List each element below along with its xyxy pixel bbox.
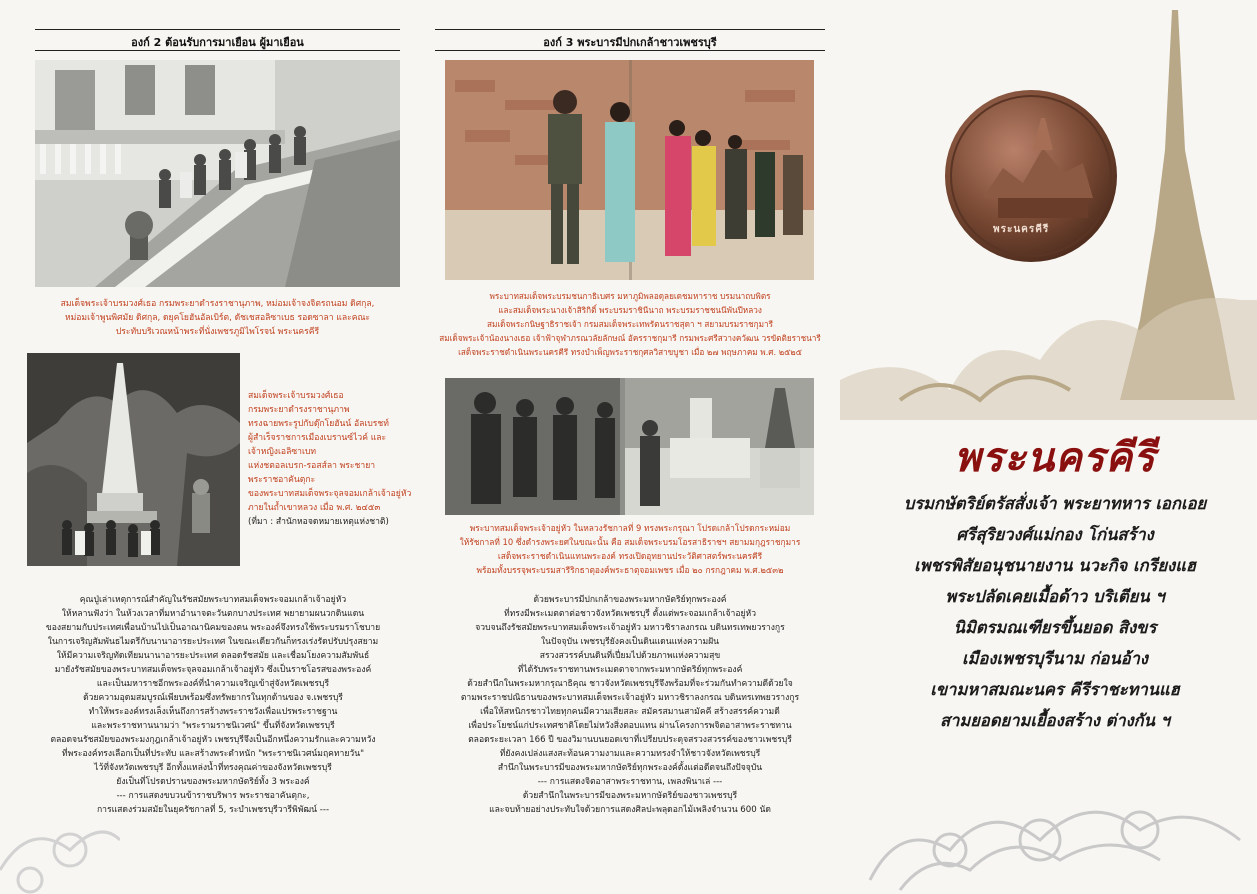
caption-line: ทรงฉายพระรูปกับดุ๊กโยฮันน์ อัลเบรชท์ [248,419,389,429]
ceremony-photo [445,378,814,515]
body-line: ตลอดระยะเวลา 166 ปี ของวิมานบนยอดเขาที่เปรียบประดุจสรวงสวรรค์ของชาวเพชรบุรี [468,735,792,745]
palace-steps-caption [35,297,400,339]
poem-line: บรมกษัตริย์ตรัสสั่งเจ้า พระยาทหาร เอกเอย [903,494,1207,513]
poem-line: เขามหาสมณะนคร คีรีราชะทานแฮ [930,680,1180,699]
caption-line: ภายในถ้ำเขาหลวง เมื่อ พ.ศ. ๒๔๕๓ [248,503,381,513]
body-line: และพระราชทานนามว่า "พระรามราชนิเวศน์" ขึ้นที่จังหวัดเพชรบุรี [91,721,335,731]
caption-line: พระราชอาคันตุกะ [248,475,316,485]
poem-line: สามยอดยามเยื้องสร้าง ต่างกัน ฯ [940,711,1170,730]
body-line: ยังเป็นที่โปรดปรานของพระมหากษัตริย์ทั้ง 3 พระองค์ [116,777,310,787]
body-line: มายังรัชสมัยของพระบาทสมเด็จพระจุลจอมเกล้าเจ้าอยู่หัว ซึ่งเป็นราชโอรสของพระองค์ [54,665,372,675]
act-3-narrative [425,593,835,817]
poem-line: ศรีสุริยวงศ์แม่กอง โก่นสร้าง [956,525,1154,544]
caption-line: ของพระบาทสมเด็จพระจุลจอมเกล้าเจ้าอยู่หัว [248,489,412,499]
body-line: ในการเจริญสัมพันธไมตรีกับนานาอารยะประเทศ ในขณะเดียวกันก็ทรงเร่งรัดปรับปรุงสยาม [47,637,379,647]
body-line: ที่ได้รับพระราชทานพระเมตตาจากพระมหากษัตริย์ทุกพระองค์ [517,665,743,675]
caption-line: (ที่มา : สำนักหอจดหมายเหตุแห่งชาติ) [248,517,389,527]
body-line: สรวงสวรรค์บนดินที่เปี่ยมไปด้วยภาพแห่งความสุข [539,651,721,661]
body-line: ที่ทรงมีพระเมตตาต่อชาวจังหวัดเพชรบุรี ตั้งแต่พระจอมเกล้าเจ้าอยู่หัว [503,609,757,619]
body-line: ด้วยสำนึกในพระบารมีของพระมหากษัตริย์ของชาวเพชรบุรี [522,791,738,801]
column-act-2 [0,0,420,894]
caption-line: กรมพระยาดำรงราชานุภาพ [248,405,350,415]
body-line: เพื่อให้สหนิกรชาวไทยทุกคนมีความเสียสละ สมัครสมานสามัคคี สร้างสรรค์ความดี [480,707,780,717]
cover-panel [840,0,1257,894]
heading-rule [35,29,400,30]
caption-line: สมเด็จพระเจ้าน้องนางเธอ เจ้าฟ้าจุฬาภรณวลัยลักษณ์ อัครราชกุมารี กรมพระศรีสวางควัฒน วรขัตติยราชนารี [439,333,821,343]
caption-line: สมเด็จพระเจ้าบรมวงศ์เธอ [248,391,344,401]
cave-photo [27,353,240,566]
body-line: การแสดงร่วมสมัยในยุครัชกาลที่ 5, ระบำเพชรบุรีวารีพิพัฒน์ --- [96,805,330,815]
body-line: เพื่อประโยชน์แก่ประเทศชาติโดยไม่หวังสิ่งตอบแทน ผ่านโครงการพจิตอาสาพระราชทาน [468,721,792,731]
body-line: ที่พระองค์ทรงเลือกเป็นที่ประทับ และสร้างพระตำหนัก "พระราชนิเวศน์มฤคทายวัน" [61,749,365,759]
royal-visit-caption [425,289,835,359]
caption-line: เสด็จพระราชดำเนินพระนครคีรี ทรงบำเพ็ญพระราชกุศลวิสาขบูชา เมื่อ ๒๗ พฤษภาคม พ.ศ. ๒๕๒๕ [458,347,802,357]
body-line: และจบท้ายอย่างประทับใจด้วยการแสดงศิลปะพลุดอกไม้เพลิงจำนวน 600 นัด [489,805,771,815]
body-line: คุณปู่เล่าเหตุการณ์สำคัญในรัชสมัยพระบาทสมเด็จพระจอมเกล้าเจ้าอยู่หัว [79,595,347,605]
ceremony-caption [425,521,835,577]
caption-line: แห่งชตอลเบรก-รอสส์ลา พระชายา [248,461,376,471]
body-line: ด้วยพระบารมีปกเกล้าของพระมหากษัตริย์ทุกพระองค์ [533,595,727,605]
caption-line: พระบาทสมเด็จพระเจ้าอยู่หัว ในหลวงรัชกาลที่ 9 ทรงพระกรุณา โปรดเกล้าโปรดกระหม่อม [469,523,791,533]
body-line: ทำให้พระองค์ทรงเล็งเห็นถึงการสร้างพระราชวังเพื่อแปรพระราชฐาน [88,707,338,717]
body-line: ให้หลานฟังว่า ในห้วงเวลาที่มหาอำนาจตะวันตกบางประเทศ พยายามผนวกดินแดน [61,609,365,619]
poem-line: เพชรพิสัยอนุชนายงาน นวะกิจ เกรียงแฮ [914,556,1196,575]
heading-rule [435,50,825,51]
body-line: และเป็นมหาราชอีกพระองค์ที่นำความเจริญเข้าสู่จังหวัดเพชรบุรี [96,679,330,689]
body-line: ตามพระราชปณิธานของพระบาทสมเด็จพระเจ้าอยู่หัว มหาวชิราลงกรณ บดินทรเทพยวรางกูร [460,693,800,703]
body-line: ตลอดจนรัชสมัยของพระมงกุฎเกล้าเจ้าอยู่หัว เพชรบุรีจึงเป็นอีกหนึ่งความรักและความหวัง [50,735,376,745]
medal-inscription: พระนครคีรี [993,224,1050,235]
column-act-3 [420,0,840,894]
poem-line: พระปลัดเคยเมื้อด้าว บริเตียน ฯ [945,587,1165,606]
body-line: ด้วยสำนึกในพระมหากรุณาธิคุณ ชาวจังหวัดเพชรบุรีจึงพร้อมที่จะร่วมกันทำความดีด้วยใจ [467,679,793,689]
act-2-heading: องก์ 2 ต้อนรับการมาเยือน ผู้มาเยือน [131,36,304,49]
caption-line: และสมเด็จพระนางเจ้าสิริกิติ์ พระบรมราชินีนาถ พระบรมราชชนนีพันปีหลวง [498,305,762,315]
body-line: ที่ยังคงเปล่งแสงสะท้อนความงามและความทรงจำให้ชาวจังหวัดเพชรบุรี [499,749,761,759]
body-line: ไว้ที่จังหวัดเพชรบุรี อีกทั้งแหล่งน้ำที่ทรงคุณค่าของจังหวัดเพชรบุรี [94,763,332,773]
caption-line: พร้อมทั้งบรรจุพระบรมสารีริกธาตุองค์พระธาตุจอมเพชร เมื่อ ๒๐ กรกฎาคม พ.ศ.๒๕๓๒ [476,565,784,575]
caption-line: เสด็จพระราชดำเนินแทนพระองค์ ทรงเปิดอุทยานประวัติศาสตร์พระนครคีรี [497,551,763,561]
body-line: --- การแสดงจิตอาสาพระราชทาน, เพลงพินาเล่ --- [537,777,723,787]
body-line: --- การแสดงขบวนข้าราชบริพาร พระราชอาคันตุกะ, [116,791,310,801]
act-3-heading: องก์ 3 พระบารมีปกเกล้าชาวเพชรบุรี [543,36,717,49]
caption-line: สมเด็จพระกนิษฐาธิราชเจ้า กรมสมเด็จพระเทพรัตนราชสุดา ฯ สยามบรมราชกุมารี [486,319,773,329]
palace-steps-photo [35,60,400,287]
caption-line: ประทับบริเวณหน้าพระที่นั่งเพชรภูมิไพโรจน์ พระนครคีรี [115,327,320,337]
heading-rule [35,50,400,51]
caption-line: พระบาทสมเด็จพระบรมชนกาธิเบศร มหาภูมิพลอดุลยเดชมหาราช บรมนาถบพิตร [489,291,771,301]
caption-line: หม่อมเจ้าพูนพิศมัย ดิศกุล, ดยุคโยฮันอัลเบิร์ต, ดัชเชสอลิซาเบธ รอดซาลา และคณะ [64,313,371,323]
cave-caption [248,389,411,529]
royal-visit-photo [445,60,814,280]
caption-line: ผู้สำเร็จราชการเมืองเบรานซ์ไวค์ และ [248,433,387,443]
cloud-ornament [840,760,1257,894]
cover-title: พระนครคีรี [954,434,1156,481]
caption-line: ให้รัชกาลที่ 10 ซึ่งดำรงพระยศในขณะนั้น คือ สมเด็จพระบรมโอรสาธิราชฯ สยามมกุฎราชกุมาร [459,537,801,547]
cover-poem [860,488,1250,736]
body-line: ด้วยความอุดมสมบูรณ์เพียบพร้อมซึ่งทรัพยากรในทุกด้านของ จ.เพชรบุรี [83,693,343,703]
body-line: ในปัจจุบัน เพชรบุรียังคงเป็นดินแดนแห่งความฝัน [540,637,720,647]
body-line: ของสยามกับประเทศเพื่อนบ้านไปเป็นอาณานิคมของตน พระองค์จึงทรงใช้พระบรมราโชบาย [45,623,381,633]
body-line: จวบจนถึงรัชสมัยพระบาทสมเด็จพระเจ้าอยู่หัว มหาวชิราลงกรณ บดินทรเทพยวรางกูร [475,623,785,633]
heading-rule [435,29,825,30]
caption-line: เจ้าหญิงเอลิซาเบท [248,447,317,457]
body-line: สำนึกในพระบารมีของพระมหากษัตริย์ทุกพระองค์ตั้งแต่อดีตจนถึงปัจจุบัน [497,763,763,773]
poem-line: นิมิตรมณเฑียรขึ้นยอด สิงขร [953,618,1157,637]
caption-line: สมเด็จพระเจ้าบรมวงศ์เธอ กรมพระยาดำรงราชานุภาพ, หม่อมเจ้าจงจิตรถนอม ดิศกุล, [60,299,375,309]
poem-line: เมืองเพชรบุรีนาม ก่อนอ้าง [962,649,1148,668]
medal-image [943,88,1119,264]
cloud-ornament [0,780,120,894]
body-line: ให้มีความเจริญทัดเทียมนานาอารยะประเทศ ตลอดรัชสมัย และเชื่อมโยงความสัมพันธ์ [56,651,370,661]
